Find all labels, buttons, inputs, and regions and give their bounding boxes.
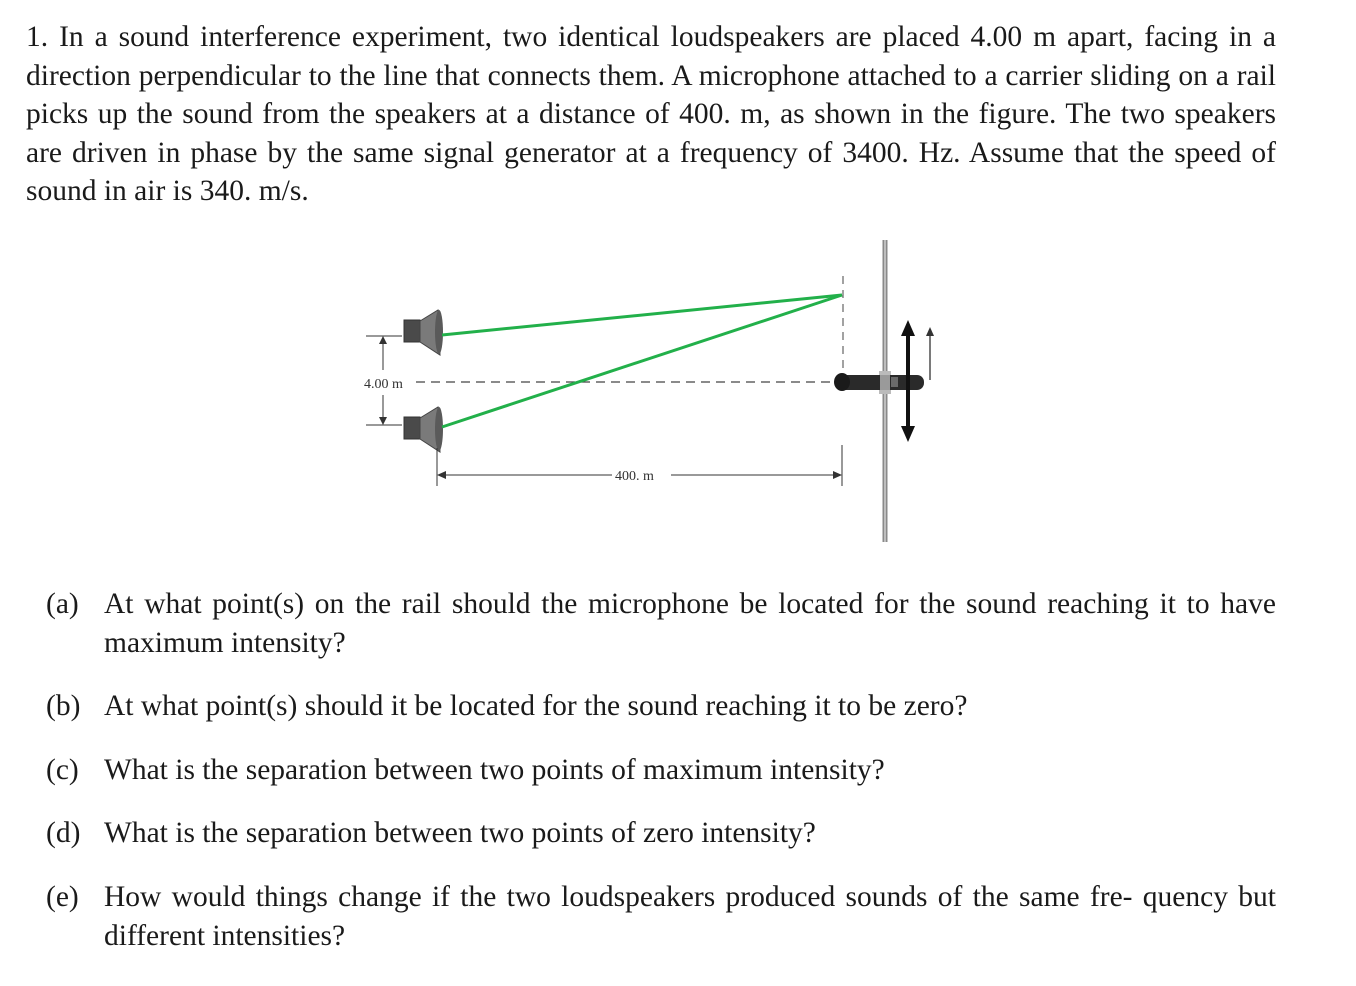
interference-figure <box>350 230 990 550</box>
part-d-text: What is the separation between two points of zero intensity? <box>104 817 816 850</box>
part-a-label: (a) <box>46 588 79 620</box>
part-c-label: (c) <box>46 753 79 786</box>
problem-number: 1. <box>26 21 49 53</box>
part-e <box>46 878 1276 955</box>
distance-label: 400. m <box>615 469 654 484</box>
part-d-label: (d) <box>46 817 81 850</box>
part-e-text: How would things change if the two loudspeakers produced sounds of the same fre- quency but different intensities? <box>104 880 1276 952</box>
part-b <box>46 687 1276 726</box>
figure-svg <box>350 230 990 550</box>
separation-label: 4.00 m <box>364 377 403 392</box>
question-parts <box>46 585 1276 955</box>
part-c-text: What is the separation between two points of maximum intensity? <box>104 753 885 786</box>
problem-statement <box>26 18 1276 211</box>
small-up-arrow-icon <box>926 327 934 380</box>
microphone-icon <box>834 371 924 394</box>
part-a-text: At what point(s) on the rail should the microphone be located for the sound reaching it to have maximum intensity? <box>104 588 1276 659</box>
part-e-label: (e) <box>46 880 79 913</box>
part-d <box>46 814 1276 853</box>
part-b-text: At what point(s) should it be located for the sound reaching it to be zero? <box>104 690 968 723</box>
part-b-label: (b) <box>46 690 81 723</box>
upper-speaker-icon <box>404 310 443 355</box>
part-c <box>46 751 1276 790</box>
part-a <box>46 585 1276 662</box>
lower-speaker-icon <box>404 407 443 452</box>
problem-text: In a sound interference experiment, two identical loudspeakers are placed 4.00 m apart, facing in a direction perpendicular to the line that connects them. A microphone attached to a carrier sliding on a rail picks up the sound from the speakers at a distance of 400. m, as shown in the figure. The two speakers are driven in phase by the same signal generator at a frequency of 3400. Hz. Assume that the speed of sound in air is 340. m/s. <box>26 21 1277 208</box>
